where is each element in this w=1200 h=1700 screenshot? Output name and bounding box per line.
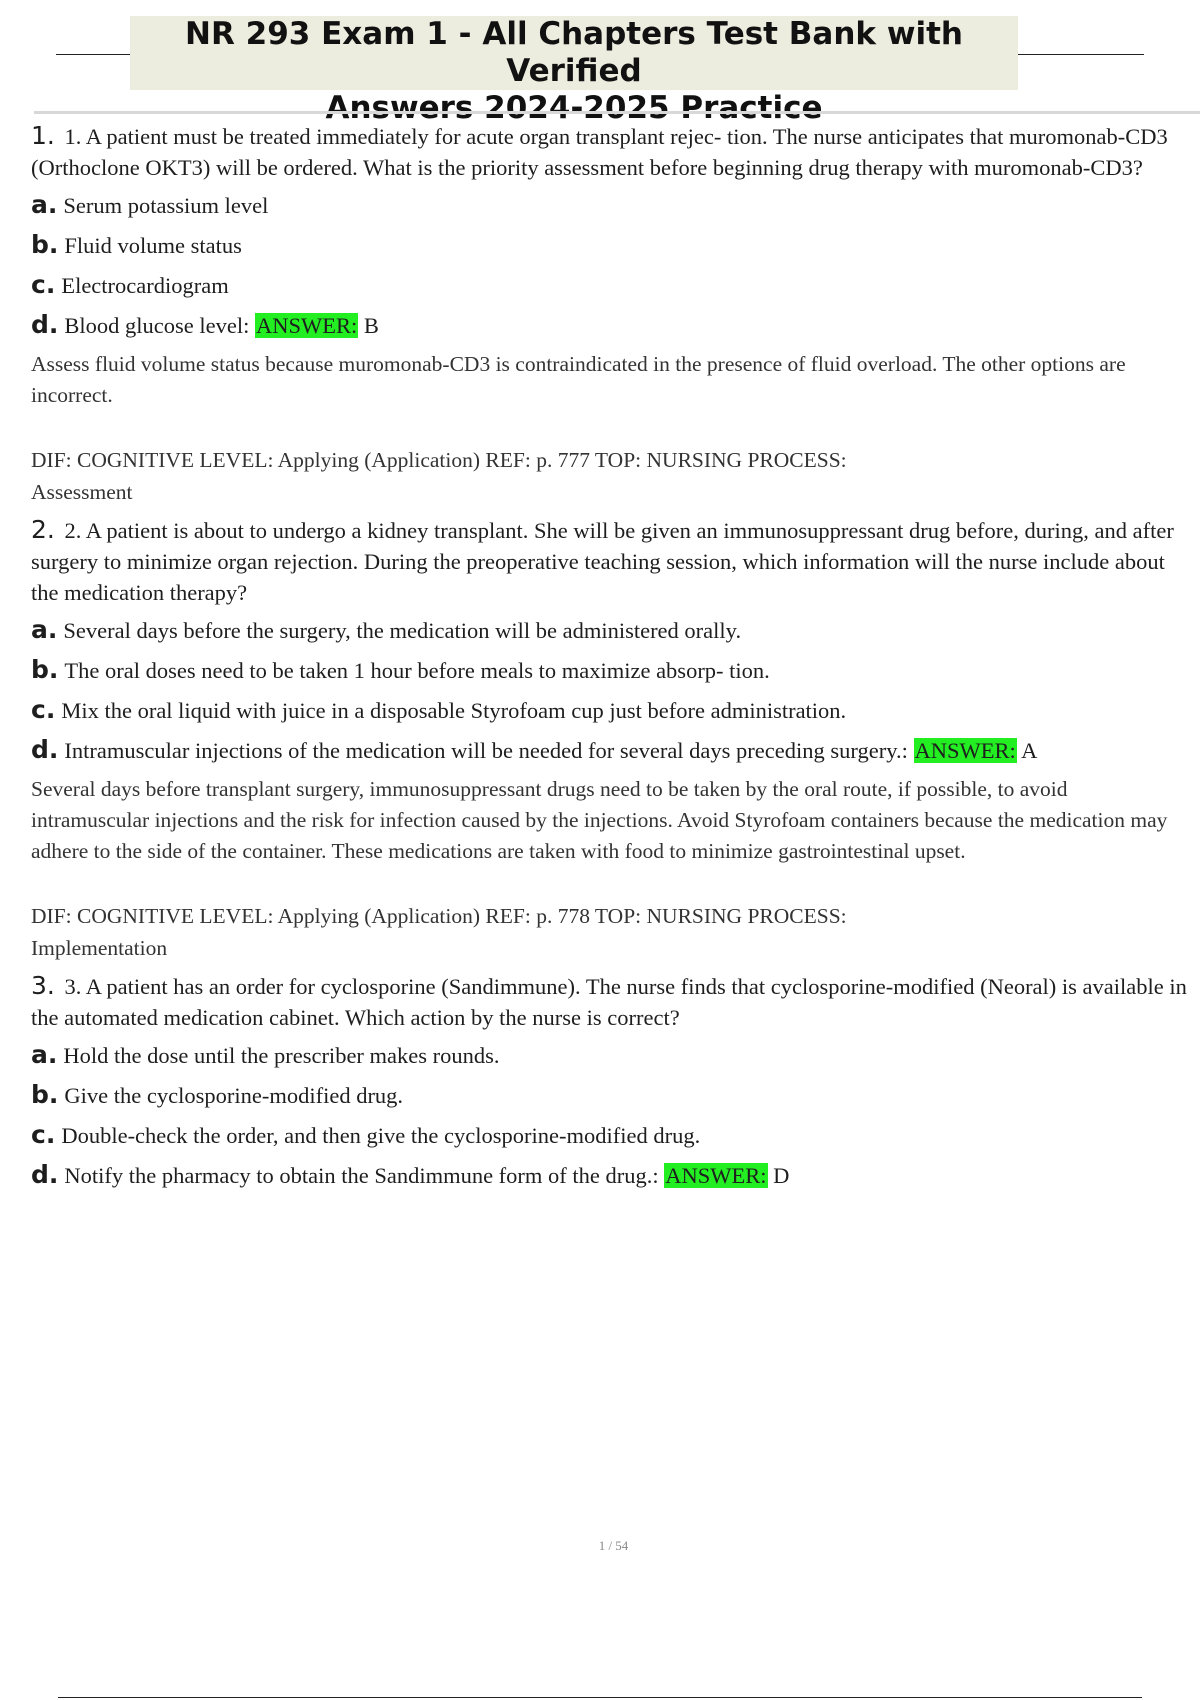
title-rule-right — [1018, 54, 1144, 55]
option-letter: d. — [31, 1160, 59, 1189]
option-letter: b. — [31, 230, 59, 259]
option-text: Hold the dose until the prescriber makes rounds. — [63, 1043, 500, 1068]
option-text: Serum potassium level — [63, 193, 269, 218]
question-list — [31, 120, 1191, 1199]
metadata-line: DIF: COGNITIVE LEVEL: Applying (Application) REF: p. 778 TOP: NURSING PROCESS: — [31, 904, 847, 928]
title-rule-left — [56, 54, 130, 55]
option-item — [31, 694, 1191, 726]
option-item — [31, 1159, 1191, 1191]
option-item — [31, 1119, 1191, 1151]
question-metadata — [31, 444, 1191, 508]
question-block — [31, 120, 1191, 508]
option-text: Intramuscular injections of the medication will be needed for several days preceding surgery.: — [64, 738, 908, 763]
option-text: The oral doses need to be taken 1 hour before meals to maximize absorp- tion. — [64, 658, 770, 683]
metadata-line: Implementation — [31, 936, 168, 960]
metadata-line: DIF: COGNITIVE LEVEL: Applying (Application) REF: p. 777 TOP: NURSING PROCESS: — [31, 448, 847, 472]
option-letter: a. — [31, 1040, 58, 1069]
footer-rule — [58, 1697, 1142, 1698]
option-text: Electrocardiogram — [61, 273, 229, 298]
question-metadata — [31, 900, 1191, 964]
option-letter: a. — [31, 190, 58, 219]
document-header — [56, 16, 1144, 126]
question-number: 1. — [31, 121, 55, 150]
option-item — [31, 229, 1191, 261]
title-line-1: NR 293 Exam 1 - All Chapters Test Bank with Verified — [185, 16, 963, 89]
answer-value: A — [1021, 738, 1038, 763]
option-item — [31, 614, 1191, 646]
option-item — [31, 269, 1191, 301]
header-divider — [34, 111, 1200, 114]
option-text: Give the cyclosporine-modified drug. — [64, 1083, 404, 1108]
option-letter: c. — [31, 1120, 56, 1149]
option-text: Notify the pharmacy to obtain the Sandimmune form of the drug.: — [64, 1163, 659, 1188]
answer-value: B — [363, 313, 379, 338]
question-number: 2. — [31, 515, 55, 544]
question-block — [31, 970, 1191, 1191]
answer-highlight: ANSWER: — [256, 313, 358, 338]
question-stem — [31, 970, 1191, 1033]
option-text: Fluid volume status — [64, 233, 242, 258]
option-text: Several days before the surgery, the medication will be administered orally. — [63, 618, 742, 643]
option-letter: b. — [31, 655, 59, 684]
question-text: 3. A patient has an order for cyclosporine (Sandimmune). The nurse finds that cyclosporine-modified (Neoral) is available in the automated medication cabinet. Which action by the nurse is correct? — [31, 974, 1187, 1030]
option-item — [31, 734, 1191, 766]
answer-rationale: Assess fluid volume status because muromonab-CD3 is contraindicated in the presence of fluid overload. The other options are incorrect. — [31, 352, 1126, 407]
option-letter: d. — [31, 310, 59, 339]
answer-rationale: Several days before transplant surgery, immunosuppressant drugs need to be taken by the oral route, if possible, to avoid intramuscular injections and the risk for infection caused by the injections. Avoid Styrofoam containers because the medication may adhere to the side of the container. These medications are taken with food to minimize gastrointestinal upset. — [31, 777, 1168, 863]
option-item — [31, 189, 1191, 221]
question-text: 2. A patient is about to undergo a kidney transplant. She will be given an immunosuppressant drug before, during, and after surgery to minimize organ rejection. During the preoperative teaching session, which information will the nurse include about the medication therapy? — [31, 518, 1174, 605]
question-text: 1. A patient must be treated immediately for acute organ transplant rejec- tion. The nurse anticipates that muromonab-CD3 (Orthoclone OKT3) will be ordered. What is the priority assessment before beginning drug therapy with muromonab-CD3? — [31, 124, 1168, 180]
option-letter: d. — [31, 735, 59, 764]
answer-highlight: ANSWER: — [665, 1163, 767, 1188]
answer-value: D — [773, 1163, 790, 1188]
option-letter: a. — [31, 615, 58, 644]
option-item — [31, 309, 1191, 341]
option-item — [31, 1039, 1191, 1071]
option-text: Mix the oral liquid with juice in a disposable Styrofoam cup just before administration. — [61, 698, 847, 723]
question-block — [31, 514, 1191, 964]
title-line-2: Answers 2024-2025 Practice — [325, 90, 823, 126]
option-letter: c. — [31, 695, 56, 724]
question-stem — [31, 120, 1191, 183]
option-item — [31, 654, 1191, 686]
question-number: 3. — [31, 971, 55, 1000]
metadata-line: Assessment — [31, 480, 133, 504]
option-text: Double-check the order, and then give the cyclosporine-modified drug. — [61, 1123, 701, 1148]
option-letter: c. — [31, 270, 56, 299]
document-title — [130, 16, 1018, 126]
question-stem — [31, 514, 1191, 608]
option-item — [31, 1079, 1191, 1111]
option-letter: b. — [31, 1080, 59, 1109]
option-text: Blood glucose level: — [64, 313, 250, 338]
answer-highlight: ANSWER: — [914, 738, 1016, 763]
page-indicator: 1 / 54 — [598, 1538, 629, 1553]
